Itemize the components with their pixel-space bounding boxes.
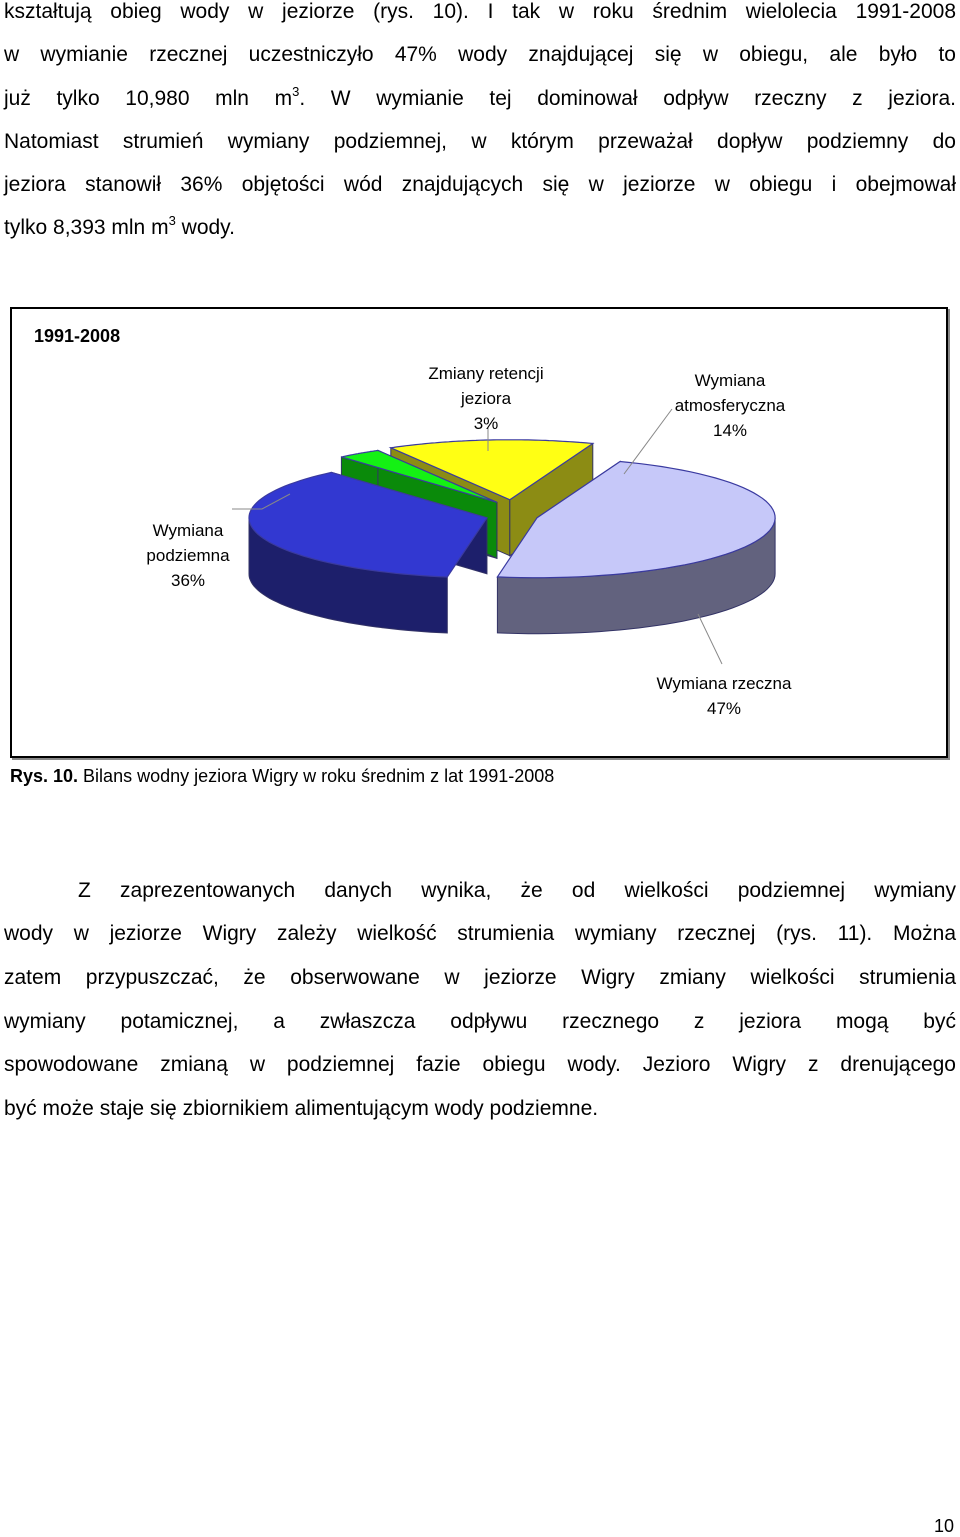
data-label-retention-name-1: Zmiany retencji [428, 364, 544, 383]
data-label-atmospheric-name-2: atmosferyczna [674, 396, 786, 415]
paragraph-line: wymiany potamicznej, a zwłaszcza odpływu rzecznego z jeziora mogą być [4, 1010, 956, 1033]
data-label-atmospheric-pct: 14% [712, 421, 748, 440]
pie-slices [249, 440, 775, 634]
pie-chart [12, 309, 946, 756]
text-fragment: już tylko 10,980 mln m [4, 87, 293, 110]
paragraph-line [4, 213, 956, 240]
data-label-atmospheric-name-1: Wymiana [694, 371, 766, 390]
text-fragment: . W wymianie tej dominował odpływ rzeczny z jeziora. [299, 87, 956, 110]
superscript: 3 [168, 213, 176, 228]
paragraph-line: wody w jeziorze Wigry zależy wielkość strumienia wymiany rzecznej (rys. 11). Można [4, 922, 956, 945]
text-fragment: tylko 8,393 mln m [4, 216, 169, 239]
pie-chart-frame [10, 307, 948, 758]
paragraph-line: jeziora stanowił 36% objętości wód znajdujących się w jeziorze w obiegu i obejmował [4, 173, 956, 196]
data-label-underground-name-1: Wymiana [152, 521, 224, 540]
data-label-river-pct: 47% [706, 699, 742, 718]
data-label-underground-name-2: podziemna [146, 546, 230, 565]
leader-line-river [698, 614, 722, 664]
paragraph-line: spowodowane zmianą w podziemnej fazie obiegu wody. Jezioro Wigry z drenującego [4, 1053, 956, 1076]
chart-title: 1991-2008 [34, 326, 121, 346]
data-label-retention-pct: 3% [473, 414, 499, 433]
page-number: 10 [933, 1516, 954, 1536]
paragraph-line: kształtują obieg wody w jeziorze (rys. 10). I tak w roku średnim wielolecia 1991-2008 [4, 0, 956, 23]
paragraph-line: Z zaprezentowanych danych wynika, że od wielkości podziemnej wymiany [78, 879, 956, 902]
caption-label: Rys. 10. [10, 766, 79, 786]
paragraph-line [4, 84, 956, 111]
text-fragment: wody. [175, 216, 235, 239]
caption-text: Bilans wodny jeziora Wigry w roku średnim z lat 1991-2008 [78, 766, 555, 786]
data-label-underground-pct: 36% [170, 571, 206, 590]
data-label-retention-name-2: jeziora [460, 389, 512, 408]
data-label-river-name: Wymiana rzeczna [656, 674, 792, 693]
paragraph-line: Natomiast strumień wymiany podziemnej, w którym przeważał dopływ podziemny do [4, 130, 956, 153]
paragraph-line: być może staje się zbiornikiem alimentującym wody podziemne. [4, 1097, 599, 1120]
figure-caption [10, 765, 554, 787]
paragraph-line: zatem przypuszczać, że obserwowane w jeziorze Wigry zmiany wielkości strumienia [4, 966, 956, 989]
superscript: 3 [292, 84, 300, 99]
paragraph-line: w wymianie rzecznej uczestniczyło 47% wody znajdującej się w obiegu, ale było to [4, 43, 956, 66]
